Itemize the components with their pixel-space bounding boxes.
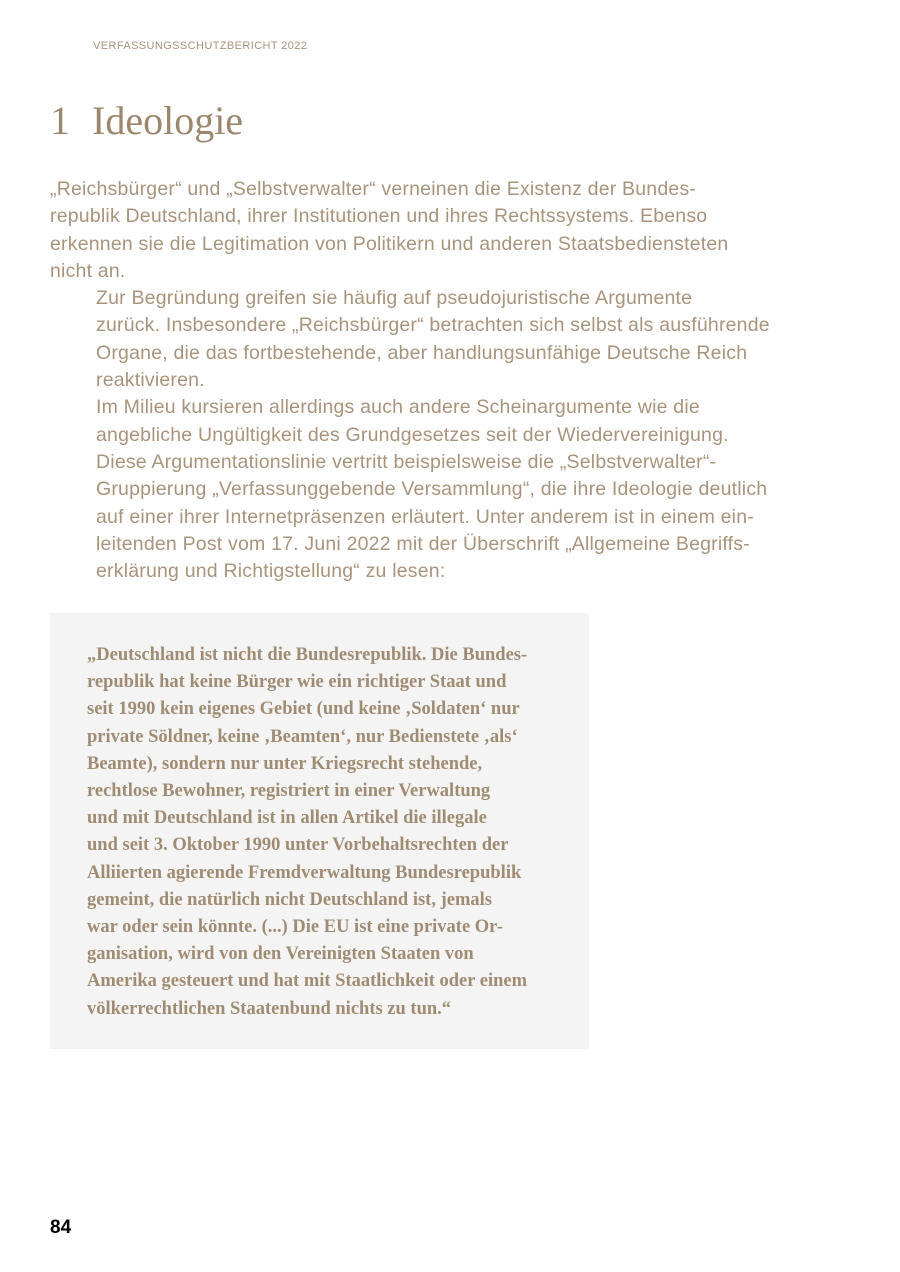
quote-line: „Deutschland ist nicht die Bundesrepublik. Die Bundes- bbox=[87, 645, 528, 665]
quote-line: und mit Deutschland ist in allen Artikel die illegale bbox=[87, 808, 487, 829]
text-line: leitenden Post vom 17. Juni 2022 mit der Überschrift „Allgemeine Begriffs- bbox=[96, 532, 750, 555]
quote-box bbox=[50, 613, 589, 1049]
quote-line: rechtlose Bewohner, registriert in einer Verwaltung bbox=[87, 781, 491, 802]
quote-line: Alliierten agierende Fremdverwaltung Bundesrepublik bbox=[87, 862, 522, 883]
text-line: zurück. Insbesondere „Reichsbürger“ betrachten sich selbst als ausführende bbox=[96, 314, 770, 337]
running-header: VERFASSUNGSSCHUTZBERICHT 2022 bbox=[93, 40, 308, 52]
body-text bbox=[50, 176, 820, 585]
text-line: angebliche Ungültigkeit des Grundgesetzes seit der Wiedervereinigung. bbox=[96, 423, 729, 446]
text-line: Im Milieu kursieren allerdings auch andere Scheinargumente wie die bbox=[96, 396, 700, 419]
quote-line: seit 1990 kein eigenes Gebiet (und keine ‚Soldaten‘ nur bbox=[87, 699, 520, 720]
text-line: Organe, die das fortbestehende, aber handlungsunfähige Deutsche Reich bbox=[96, 341, 748, 364]
quote-line: republik hat keine Bürger wie ein richtiger Staat und bbox=[87, 672, 507, 693]
text-line: republik Deutschland, ihrer Institutionen und ihres Rechtssystems. Ebenso bbox=[50, 205, 708, 228]
text-line: reaktivieren. bbox=[96, 369, 205, 392]
quote-line: und seit 3. Oktober 1990 unter Vorbehaltsrechten der bbox=[87, 835, 509, 856]
quote-line: ganisation, wird von den Vereinigten Staaten von bbox=[87, 944, 474, 965]
text-line: Gruppierung „Verfassunggebende Versammlung“, die ihre Ideologie deutlich bbox=[96, 478, 768, 501]
paragraph-2 bbox=[50, 285, 820, 394]
text-line: erklärung und Richtigstellung“ zu lesen: bbox=[96, 560, 446, 583]
text-line: Zur Begründung greifen sie häufig auf pseudojuristische Argumente bbox=[96, 287, 693, 310]
quote-line: Amerika gesteuert und hat mit Staatlichkeit oder einem bbox=[87, 971, 528, 992]
quote-line: gemeint, die natürlich nicht Deutschland ist, jemals bbox=[87, 889, 492, 910]
text-line: Diese Argumentationslinie vertritt beispielsweise die „Selbstverwalter“- bbox=[96, 450, 717, 473]
text-line: auf einer ihrer Internetpräsenzen erläutert. Unter anderem ist in einem ein- bbox=[96, 505, 754, 528]
text-line: erkennen sie die Legitimation von Politikern und anderen Staatsbediensteten bbox=[50, 232, 729, 255]
chapter-heading bbox=[50, 96, 243, 146]
page-number: 84 bbox=[50, 1217, 72, 1238]
quote-line: Beamte), sondern nur unter Kriegsrecht stehende, bbox=[87, 753, 483, 774]
quote-line: völkerrechtlichen Staatenbund nichts zu tun.“ bbox=[87, 998, 452, 1019]
quote-text bbox=[87, 642, 577, 1023]
text-line: „Reichsbürger“ und „Selbstverwalter“ verneinen die Existenz der Bundes- bbox=[50, 178, 697, 200]
chapter-title: Ideologie bbox=[92, 98, 244, 143]
chapter-number: 1 bbox=[50, 98, 70, 143]
quote-line: private Söldner, keine ‚Beamten‘, nur Bedienstete ‚als‘ bbox=[87, 726, 518, 747]
paragraph-3 bbox=[50, 394, 820, 585]
paragraph-1 bbox=[50, 176, 820, 285]
text-line: nicht an. bbox=[50, 259, 126, 282]
quote-line: war oder sein könnte. (...) Die EU ist eine private Or- bbox=[87, 917, 503, 938]
